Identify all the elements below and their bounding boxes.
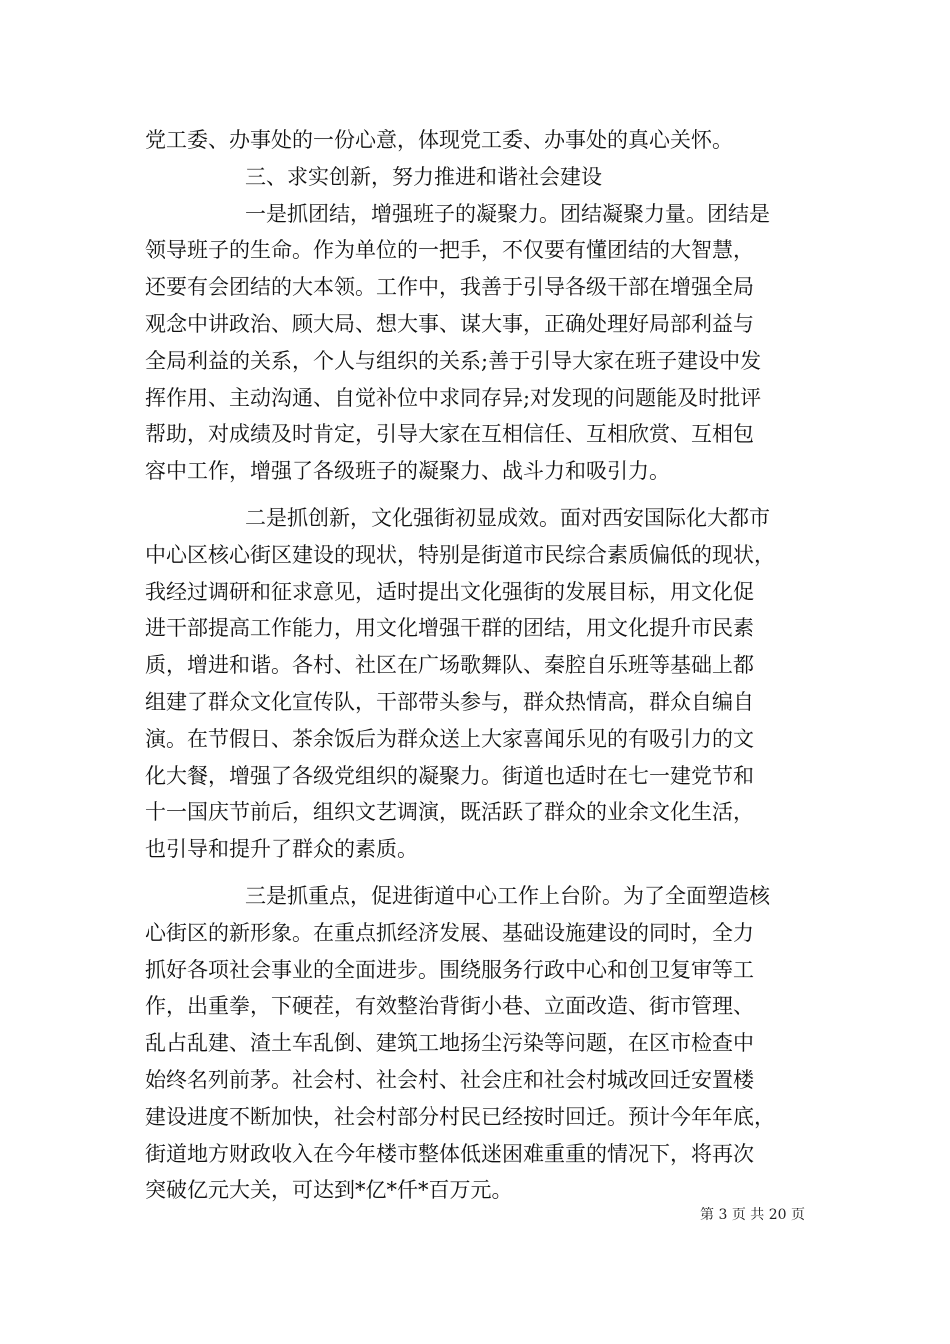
text-line: 演。在节假日、茶余饭后为群众送上大家喜闻乐见的有吸引力的文 <box>145 726 754 751</box>
text-line: 作，出重拳，下硬茬，有效整治背街小巷、立面改造、街市管理、 <box>145 994 754 1019</box>
text-line: 帮助，对成绩及时肯定，引导大家在互相信任、互相欣赏、互相包 <box>145 422 754 447</box>
text-line: 挥作用、主动沟通、自觉补位中求同存异;对发现的问题能及时批评 <box>145 385 762 410</box>
paragraph-start: 三是抓重点，促进街道中心工作上台阶。为了全面塑造核 <box>245 883 770 908</box>
text-line: 容中工作，增强了各级班子的凝聚力、战斗力和吸引力。 <box>145 459 670 484</box>
text-line: 我经过调研和征求意见，适时提出文化强街的发展目标，用文化促 <box>145 579 754 604</box>
text-line: 化大餐，增强了各级党组织的凝聚力。街道也适时在七一建党节和 <box>145 763 754 788</box>
text-line: 乱占乱建、渣土车乱倒、建筑工地扬尘污染等问题，在区市检查中 <box>145 1031 754 1056</box>
text-line: 突破亿元大关，可达到*亿*仟*百万元。 <box>145 1178 513 1203</box>
page-number: 第 3 页 共 20 页 <box>700 1207 805 1223</box>
paragraph-start: 一是抓团结，增强班子的凝聚力。团结凝聚力量。团结是 <box>245 201 770 226</box>
body-text <box>145 122 809 1209</box>
paragraph-start: 二是抓创新，文化强街初显成效。面对西安国际化大都市 <box>245 505 770 530</box>
text-line: 十一国庆节前后，组织文艺调演，既活跃了群众的业余文化生活， <box>145 800 754 825</box>
text-line: 观念中讲政治、顾大局、想大事、谋大事，正确处理好局部利益与 <box>145 311 754 336</box>
text-line: 建设进度不断加快，社会村部分村民已经按时回迁。预计今年年底， <box>145 1104 775 1129</box>
text-line: 质，增进和谐。各村、社区在广场歌舞队、秦腔自乐班等基础上都 <box>145 653 754 678</box>
text-line: 中心区核心街区建设的现状，特别是街道市民综合素质偏低的现状， <box>145 542 775 567</box>
text-line: 领导班子的生命。作为单位的一把手，不仅要有懂团结的大智慧， <box>145 238 754 263</box>
text-line: 还要有会团结的大本领。工作中，我善于引导各级干部在增强全局 <box>145 275 754 300</box>
text-line: 进干部提高工作能力，用文化增强干群的团结，用文化提升市民素 <box>145 616 754 641</box>
text-line: 抓好各项社会事业的全面进步。围绕服务行政中心和创卫复审等工 <box>145 957 754 982</box>
text-line: 组建了群众文化宣传队，干部带头参与，群众热情高，群众自编自 <box>145 689 754 714</box>
text-line: 全局利益的关系，个人与组织的关系;善于引导大家在班子建设中发 <box>145 348 762 373</box>
text-line: 街道地方财政收入在今年楼市整体低迷困难重重的情况下，将再次 <box>145 1141 754 1166</box>
text-line: 始终名列前茅。社会村、社会村、社会庄和社会村城改回迁安置楼 <box>145 1067 754 1092</box>
section-heading: 三、求实创新，努力推进和谐社会建设 <box>245 164 602 189</box>
text-line: 也引导和提升了群众的素质。 <box>145 837 418 862</box>
text-line: 党工委、办事处的一份心意，体现党工委、办事处的真心关怀。 <box>145 128 733 152</box>
text-line: 心街区的新形象。在重点抓经济发展、基础设施建设的同时，全力 <box>145 920 754 945</box>
